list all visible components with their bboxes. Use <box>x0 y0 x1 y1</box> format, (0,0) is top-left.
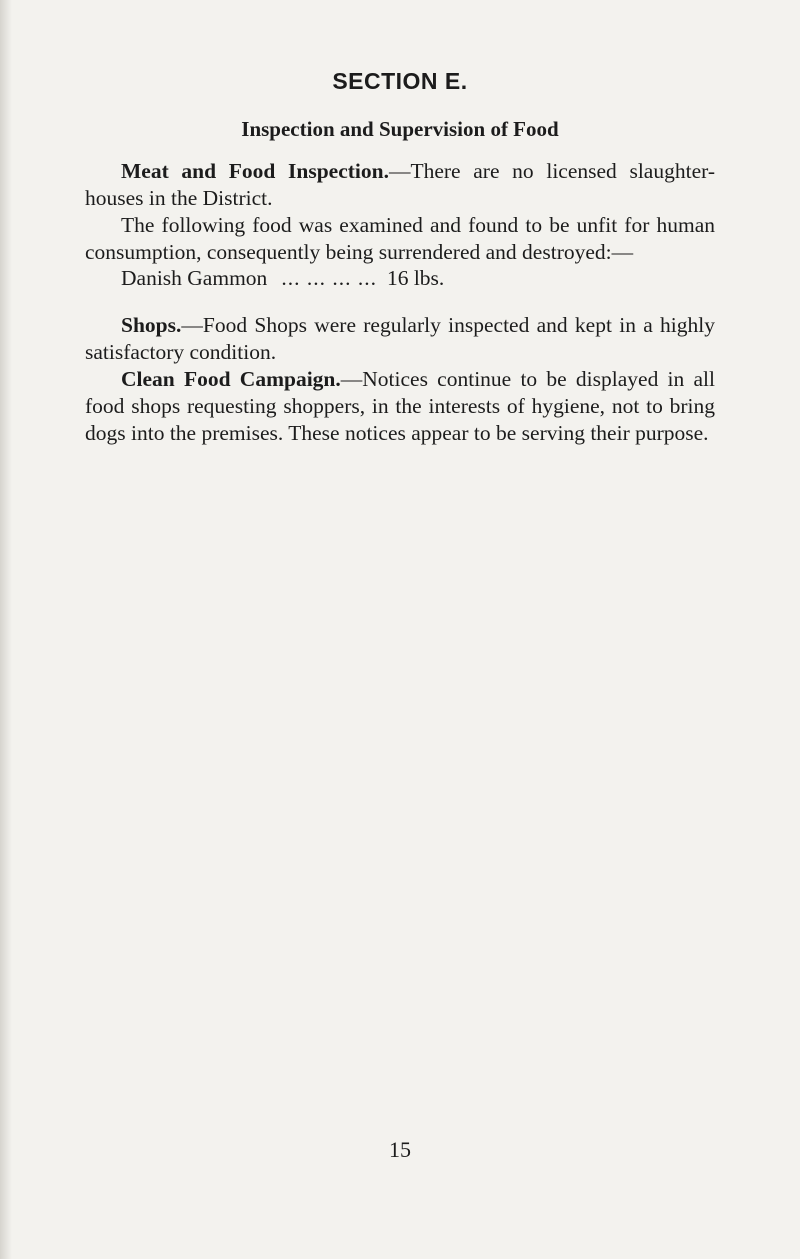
shops-paragraph <box>85 312 715 366</box>
shops-text: —Food Shops were regularly inspected and kept in a highly satisfactory condition. <box>85 313 715 364</box>
clean-food-campaign-paragraph <box>85 366 715 447</box>
binding-edge <box>0 0 12 1259</box>
unfit-food-paragraph: The following food was examined and found to be unfit for human consumption, consequently being surrendered and destroyed:— <box>85 213 715 264</box>
food-item-name: Danish Gammon <box>121 266 268 290</box>
shops-heading: Shops. <box>121 313 182 337</box>
clean-food-campaign-text: —Notices continue to be displayed in all food shops requesting shoppers, in the interests of hygiene, not to bring dogs into the premises. These notices appear to be serving their purpose. <box>85 367 715 445</box>
meat-inspection-text: —There are no licensed slaughter-houses in the District. <box>85 159 716 210</box>
food-item-quantity: 16 lbs. <box>386 266 445 290</box>
clean-food-campaign-heading: Clean Food Campaign. <box>121 367 341 391</box>
meat-inspection-heading: Meat and Food Inspection. <box>121 159 389 183</box>
section-title: SECTION E. <box>332 68 468 94</box>
page-number: 15 <box>389 1137 411 1162</box>
leader-dots: ... ... ... ... <box>281 266 377 290</box>
food-item-row <box>121 265 621 292</box>
page-subtitle: Inspection and Supervision of Food <box>241 117 559 141</box>
meat-inspection-paragraph <box>85 158 715 212</box>
